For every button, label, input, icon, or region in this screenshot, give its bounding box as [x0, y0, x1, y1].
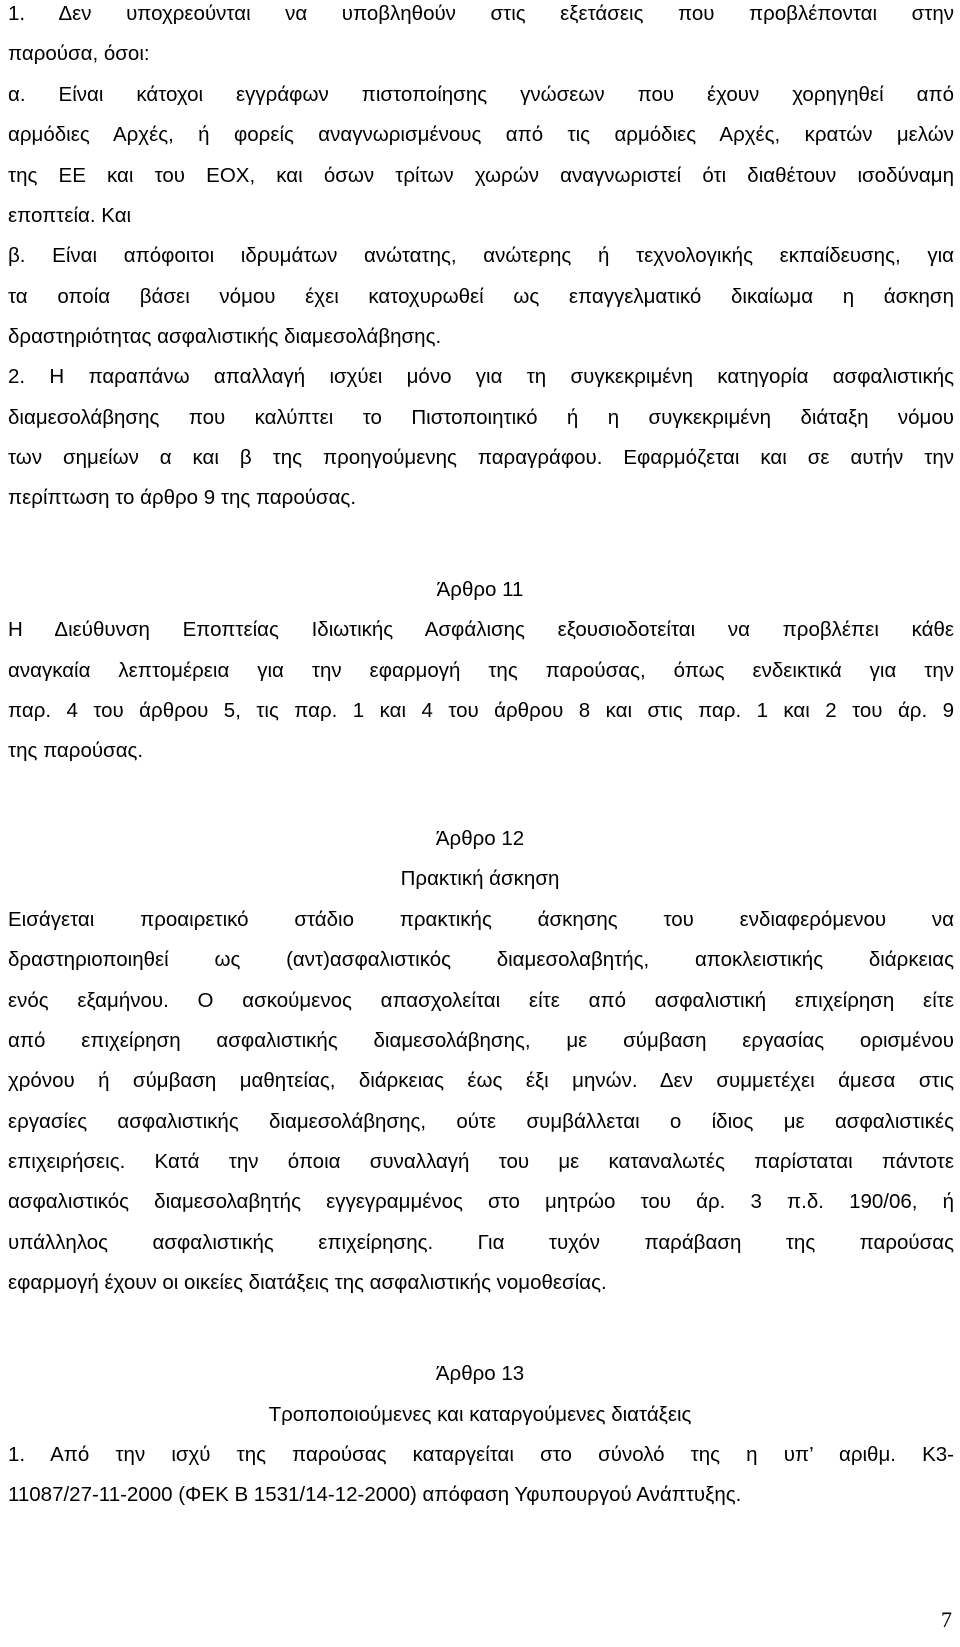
document-text-line: δραστηριότητας ασφαλιστικής διαμεσολάβησης.	[8, 325, 442, 348]
document-text-line: ενός εξαμήνου. Ο ασκούμενος απασχολείται είτε από ασφαλιστική επιχείρηση είτε	[8, 989, 954, 1012]
article-subheading: Τροποποιούμενες και καταργούμενες διατάξεις	[268, 1403, 692, 1426]
document-text-line: της ΕΕ και του ΕΟΧ, και όσων τρίτων χωρών αναγνωριστεί ότι διαθέτουν ισοδύναμη	[8, 164, 954, 187]
article-heading: Άρθρο 11	[436, 578, 524, 601]
document-text-line: αρμόδιες Αρχές, ή φορείς αναγνωρισμένους από τις αρμόδιες Αρχές, κρατών μελών	[8, 123, 954, 146]
document-text-line: από επιχείρηση ασφαλιστικής διαμεσολάβησης, με σύμβαση εργασίας ορισμένου	[8, 1029, 954, 1052]
document-text-line: της παρούσας.	[8, 739, 144, 762]
article-heading: Άρθρο 13	[435, 1362, 525, 1385]
document-text-line: εποπτεία. Και	[8, 204, 132, 227]
document-text-line: επιχειρήσεις. Κατά την όποια συναλλαγή του με καταναλωτές παρίσταται πάντοτε	[8, 1150, 954, 1173]
article-heading: Άρθρο 12	[435, 827, 525, 850]
document-text-line: δραστηριοποιηθεί ως (αντ)ασφαλιστικός διαμεσολαβητής, αποκλειστικής διάρκειας	[8, 948, 954, 971]
article-subheading: Πρακτική άσκηση	[400, 867, 560, 890]
document-text-line: Εισάγεται προαιρετικό στάδιο πρακτικής άσκησης του ενδιαφερόμενου να	[8, 908, 954, 931]
document-text-line: παρ. 4 του άρθρου 5, τις παρ. 1 και 4 του άρθρου 8 και στις παρ. 1 και 2 του άρ. 9	[8, 699, 954, 722]
document-text-line: ασφαλιστικός διαμεσολαβητής εγγεγραμμένος στο μητρώο του άρ. 3 π.δ. 190/06, ή	[8, 1190, 954, 1213]
document-text-line: χρόνου ή σύμβαση μαθητείας, διάρκειας έως έξι μηνών. Δεν συμμετέχει άμεσα στις	[8, 1069, 954, 1092]
document-text-line: 2. Η παραπάνω απαλλαγή ισχύει μόνο για τη συγκεκριμένη κατηγορία ασφαλιστικής	[8, 365, 954, 388]
document-text-line: Η Διεύθυνση Εποπτείας Ιδιωτικής Ασφάλισης εξουσιοδοτείται να προβλέπει κάθε	[8, 618, 954, 641]
document-text-line: διαμεσολάβησης που καλύπτει το Πιστοποιητικό ή η συγκεκριμένη διάταξη νόμου	[8, 406, 954, 429]
page-number: 7	[941, 1607, 952, 1632]
document-text-line: αναγκαία λεπτομέρεια για την εφαρμογή της παρούσας, όπως ενδεικτικά για την	[8, 659, 954, 682]
document-text-line: τα οποία βάσει νόμου έχει κατοχυρωθεί ως επαγγελματικό δικαίωμα η άσκηση	[8, 285, 954, 308]
document-text-line: παρούσα, όσοι:	[8, 42, 150, 65]
document-text-line: 1. Από την ισχύ της παρούσας καταργείται στο σύνολό της η υπ’ αριθμ. Κ3-	[8, 1443, 954, 1466]
document-text-line: υπάλληλος ασφαλιστικής επιχείρησης. Για τυχόν παράβαση της παρούσας	[8, 1231, 954, 1254]
document-text-line: περίπτωση το άρθρο 9 της παρούσας.	[8, 486, 357, 509]
document-text-line: β. Είναι απόφοιτοι ιδρυμάτων ανώτατης, ανώτερης ή τεχνολογικής εκπαίδευσης, για	[8, 244, 954, 267]
document-text-line: εργασίες ασφαλιστικής διαμεσολάβησης, ούτε συμβάλλεται ο ίδιος με ασφαλιστικές	[8, 1110, 954, 1133]
document-text-line: των σημείων α και β της προηγούμενης παραγράφου. Εφαρμόζεται και σε αυτήν την	[8, 446, 954, 469]
document-text-line: 1. Δεν υποχρεούνται να υποβληθούν στις εξετάσεις που προβλέπονται στην	[8, 2, 954, 25]
document-text-line: 11087/27-11-2000 (ΦΕΚ Β 1531/14-12-2000) απόφαση Υφυπουργού Ανάπτυξης.	[8, 1483, 742, 1506]
document-text-line: εφαρμογή έχουν οι οικείες διατάξεις της ασφαλιστικής νομοθεσίας.	[8, 1271, 607, 1294]
document-text-line: α. Είναι κάτοχοι εγγράφων πιστοποίησης γνώσεων που έχουν χορηγηθεί από	[8, 83, 954, 106]
